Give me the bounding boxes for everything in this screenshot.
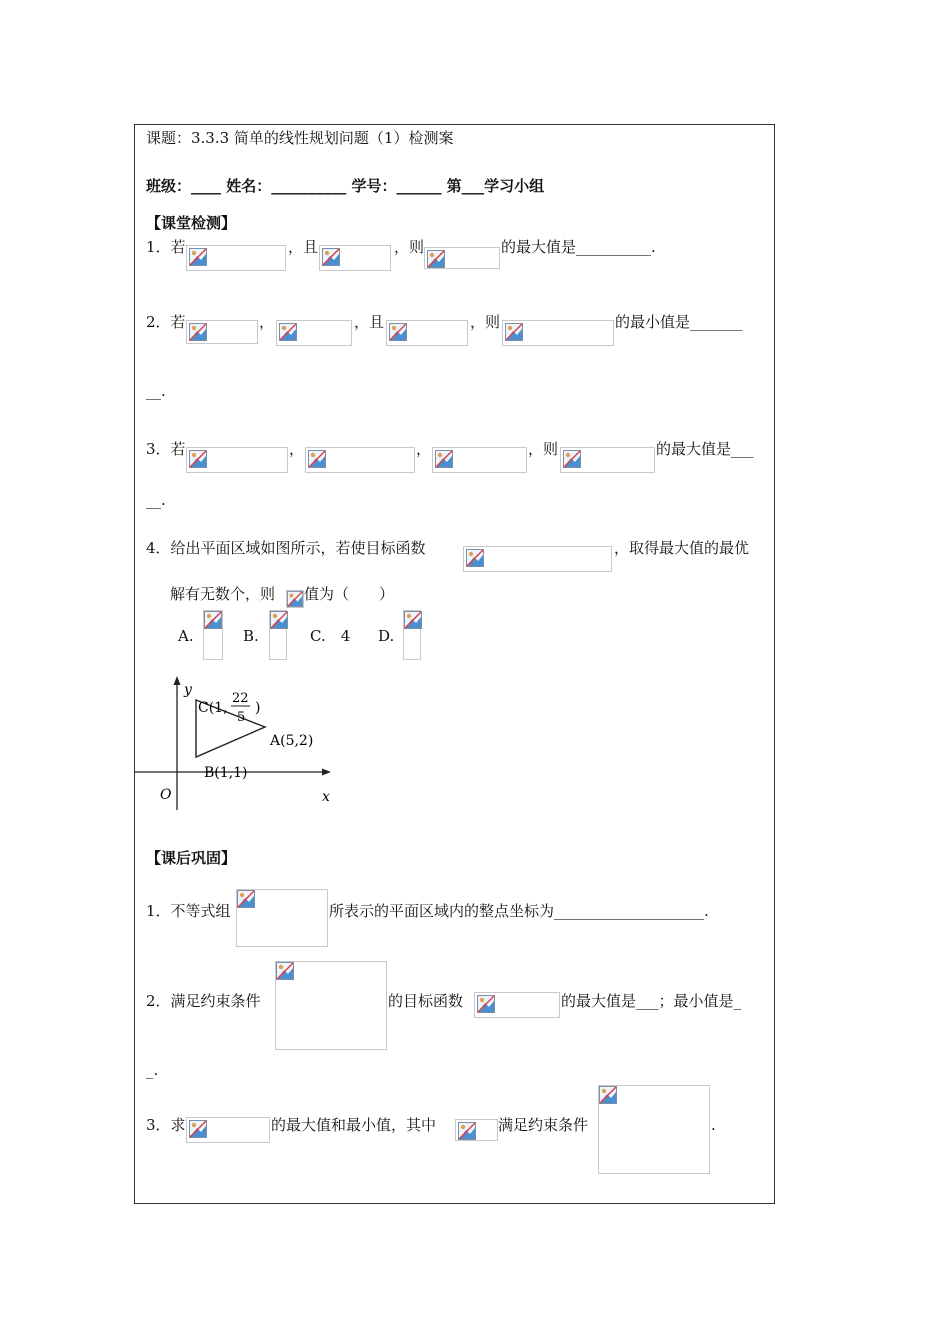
s2-q2-suffix: 的最大值是___；最小值是_ <box>561 992 742 1010</box>
q1-prefix: 1．若 <box>146 238 186 256</box>
broken-image-icon <box>599 1086 617 1104</box>
q1-sep1: ，且 <box>288 238 319 256</box>
y-axis-arrow <box>174 676 181 685</box>
formula-image-placeholder <box>403 610 421 660</box>
broken-image-icon <box>270 611 288 629</box>
formula-image-placeholder <box>186 447 288 473</box>
q2-prefix: 2．若 <box>146 313 186 331</box>
q4-option-c: C. 4 <box>310 627 351 645</box>
s2-q3-suffix: . <box>711 1116 716 1134</box>
origin-label: O <box>160 787 172 803</box>
s2-q2-mid: 的目标函数 <box>388 992 464 1010</box>
section-heading-after-class: 【课后巩固】 <box>146 849 237 867</box>
formula-image-placeholder <box>560 447 655 473</box>
formula-image-placeholder <box>432 447 527 473</box>
broken-image-icon <box>322 248 340 266</box>
q4-option-d: D. <box>378 627 395 645</box>
formula-image-placeholder <box>203 610 223 660</box>
formula-image-placeholder <box>276 320 352 346</box>
s2-q3-mid: 的最大值和最小值，其中 <box>271 1116 437 1134</box>
broken-image-icon <box>466 549 484 567</box>
broken-image-icon <box>563 450 581 468</box>
formula-image-placeholder <box>286 590 304 608</box>
point-c-denominator: 5 <box>237 710 246 725</box>
q4-option-a: A. <box>178 627 194 645</box>
x-axis-arrow <box>322 769 331 776</box>
broken-image-icon <box>404 611 422 629</box>
q3-prefix: 3．若 <box>146 440 186 458</box>
s2-q2-continuation: _. <box>146 1061 159 1079</box>
broken-image-icon <box>279 323 297 341</box>
formula-image-placeholder <box>424 247 500 269</box>
formula-image-placeholder <box>269 610 287 660</box>
formula-image-placeholder <box>386 320 468 346</box>
point-b-label: B(1,1) <box>204 765 248 781</box>
broken-image-icon <box>505 323 523 341</box>
point-a-label: A(5,2) <box>270 733 314 749</box>
point-c-numerator: 22 <box>232 691 249 706</box>
broken-image-icon <box>189 248 207 266</box>
broken-image-icon <box>308 450 326 468</box>
q4-option-b: B. <box>243 627 259 645</box>
broken-image-icon <box>204 611 222 629</box>
q2-sep3: ，则 <box>470 313 501 331</box>
formula-image-placeholder <box>236 889 328 947</box>
broken-image-icon <box>189 1120 207 1138</box>
point-c-close: ) <box>255 700 261 716</box>
q3-sep1: ， <box>289 440 305 458</box>
point-c-label: C(1, <box>198 700 228 716</box>
s2-q3-prefix: 3．求 <box>146 1116 186 1134</box>
worksheet-frame <box>134 124 775 1204</box>
formula-image-placeholder <box>186 1117 270 1143</box>
formula-image-placeholder <box>275 961 387 1050</box>
formula-image-placeholder <box>319 245 391 271</box>
broken-image-icon <box>237 890 255 908</box>
broken-image-icon <box>276 962 294 980</box>
s2-q1-prefix: 1．不等式组 <box>146 902 231 920</box>
formula-image-placeholder <box>502 320 614 346</box>
broken-image-icon <box>189 323 207 341</box>
q1-suffix: 的最大值是__________. <box>501 238 656 256</box>
broken-image-icon <box>287 591 303 607</box>
broken-image-icon <box>389 323 407 341</box>
broken-image-icon <box>435 450 453 468</box>
formula-image-placeholder <box>463 546 612 572</box>
q4-line2b: 值为（ ） <box>304 585 395 603</box>
s2-q1-suffix: 所表示的平面区域内的整点坐标为____________________. <box>329 902 709 920</box>
broken-image-icon <box>458 1122 476 1140</box>
q3-sep2: ， <box>416 440 432 458</box>
broken-image-icon <box>477 995 495 1013</box>
q3-continuation: __. <box>146 491 166 509</box>
formula-image-placeholder <box>186 320 258 344</box>
formula-image-placeholder <box>305 447 415 473</box>
q2-sep2: ，且 <box>354 313 385 331</box>
s2-q2-prefix: 2．满足约束条件 <box>146 992 261 1010</box>
q1-sep2: ，则 <box>394 238 425 256</box>
formula-image-placeholder <box>455 1119 498 1141</box>
y-axis-label: y <box>184 682 192 698</box>
q2-sep1: ， <box>259 313 275 331</box>
q4-line1: 4．给出平面区域如图所示，若使目标函数 <box>146 539 426 557</box>
x-axis-label: x <box>322 789 330 805</box>
formula-image-placeholder <box>598 1085 710 1174</box>
broken-image-icon <box>189 450 207 468</box>
s2-q3-mid2: 满足约束条件 <box>498 1116 589 1134</box>
q3-sep3: ，则 <box>528 440 559 458</box>
q2-suffix: 的最小值是_______ <box>615 313 743 331</box>
q4-line2a: 解有无数个，则 <box>170 585 276 603</box>
formula-image-placeholder <box>474 992 560 1018</box>
q3-suffix: 的最大值是___ <box>656 440 754 458</box>
feasible-region-figure <box>134 670 354 815</box>
q2-continuation: __. <box>146 382 166 400</box>
q4-line1-end: ，取得最大值的最优 <box>614 539 750 557</box>
section-heading-class-check: 【课堂检测】 <box>146 214 237 232</box>
lesson-title: 课题：3.3.3 简单的线性规划问题（1）检测案 <box>146 129 454 147</box>
broken-image-icon <box>427 250 445 268</box>
student-info-line: 班级：____ 姓名：__________ 学号：______ 第___学习小组 <box>146 177 545 195</box>
formula-image-placeholder <box>186 245 286 271</box>
